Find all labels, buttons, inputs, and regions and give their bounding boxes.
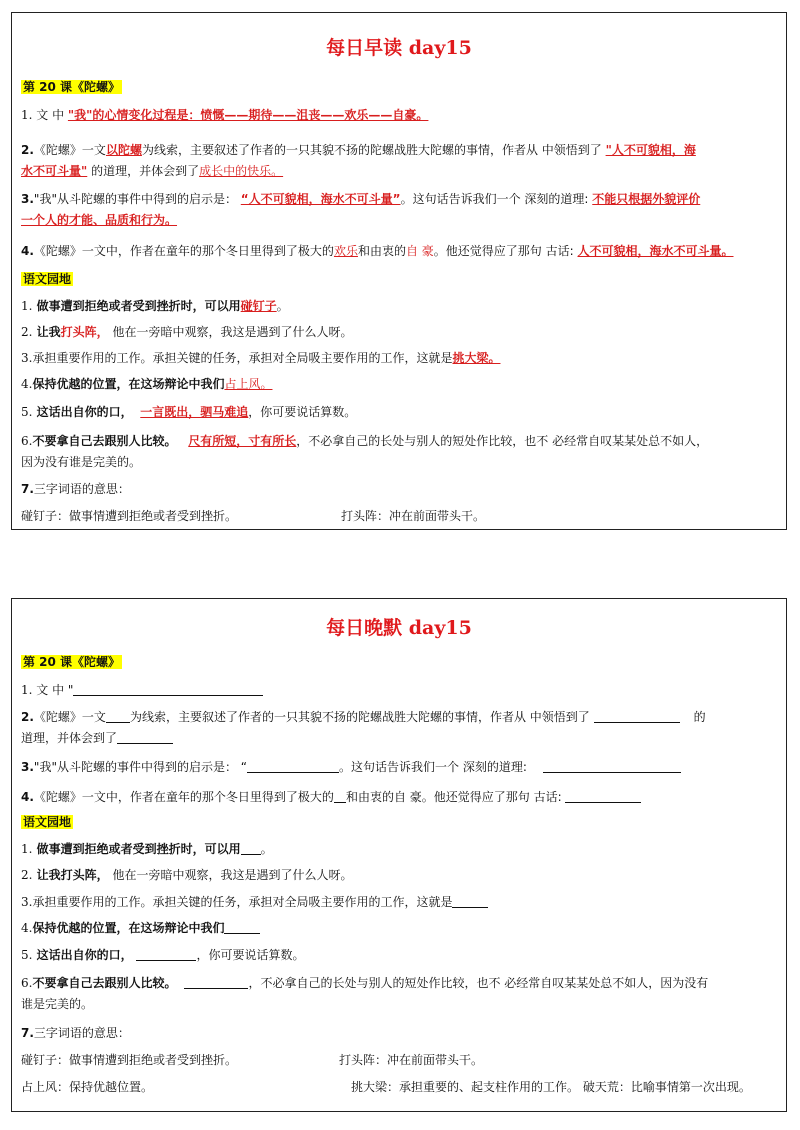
answer-blank[interactable] <box>594 708 680 723</box>
lesson-heading: 第 20 课《陀螺》 <box>23 655 121 669</box>
question-3-cont: 一个人的才能、品质和行为。 <box>21 213 178 227</box>
definition-pengdingzi: 碰钉子：做事情遭到拒绝或者受到挫折。 <box>21 1053 238 1067</box>
definition-datouzhen: 打头阵：冲在前面带头干。 <box>339 1053 484 1067</box>
panel-title: 每日早读 day15 <box>326 37 472 59</box>
section-heading: 语文园地 <box>23 815 72 829</box>
question-3: 3."我"从斗陀螺的事件中得到的启示是： “ 。这句话告诉我们一个 深刻的道理: <box>21 757 777 778</box>
answer-blank[interactable] <box>543 758 681 773</box>
item-3: 3.承担重要作用的工作。承担关键的任务，承担对全局吸主要作用的工作，这就是挑大梁。 <box>21 351 501 365</box>
definitions-row-1 <box>21 1050 777 1071</box>
question-2-cont: 水不可斗量" 的道理，并体会到了成长中的快乐。 <box>21 164 284 178</box>
answer-blank[interactable] <box>334 788 346 803</box>
answer-blank[interactable] <box>117 729 173 744</box>
lesson-heading: 第 20 课《陀螺》 <box>23 80 121 94</box>
question-4: 4.《陀螺》一文中，作者在童年的那个冬日里得到了极大的欢乐和由衷的自 豪。他还觉得应了那句 古话: 人不可貌相，海水不可斗量。 <box>21 244 734 258</box>
item-2: 2. 让我打头阵， 他在一旁暗中观察，我这是遇到了什么人呀。 <box>21 325 353 339</box>
definition-datouzhen: 打头阵：冲在前面带头干。 <box>341 509 486 523</box>
item-5: 5. 这话出自你的口， 一言既出，驷马难追，你可要说话算数。 <box>21 405 357 419</box>
item-5: 5. 这话出自你的口， ，你可要说话算数。 <box>21 948 305 962</box>
item-4: 4.保持优越的位置，在这场辩论中我们占上风。 <box>21 377 273 391</box>
item-6: 6.不要拿自己去跟别人比较。 尺有所短，寸有所长，不必拿自己的长处与别人的短处作比较，也不 必经常自叹某某处总不如人， <box>21 434 709 448</box>
panel-title: 每日晚默 day15 <box>326 617 472 639</box>
answer-blank[interactable] <box>106 708 130 723</box>
question-4: 4.《陀螺》一文中，作者在童年的那个冬日里得到了极大的 和由衷的自 豪。他还觉得应了那句 古话: <box>21 787 777 808</box>
item-6-cont: 谁是完美的。 <box>21 997 94 1011</box>
question-1: 1. 文 中 "我"的心情变化过程是：愤慨——期待——沮丧——欢乐——自豪。 <box>21 108 429 122</box>
answer-blank[interactable] <box>224 919 260 934</box>
item-1: 1. 做事遭到拒绝或者受到挫折时，可以用碰钉子。 <box>21 299 289 313</box>
definitions-row <box>21 506 777 527</box>
question-1: 1. 文 中 " <box>21 680 777 701</box>
definitions-row-2 <box>21 1077 777 1098</box>
item-4: 4.保持优越的位置，在这场辩论中我们 <box>21 918 777 939</box>
definition-zhanshangfeng: 占上风：保持优越位置。 <box>21 1080 154 1094</box>
item-7: 7.三字词语的意思： <box>21 1026 130 1040</box>
answer-blank[interactable] <box>73 681 263 696</box>
item-6: 6.不要拿自己去跟别人比较。 ，不必拿自己的长处与别人的短处作比较，也不 必经常自叹某某处总不如人，因为没有 <box>21 976 709 990</box>
question-2: 2.《陀螺》一文以陀螺为线索，主要叙述了作者的一只其貌不扬的陀螺战胜大陀螺的事情，作者从 中领悟到了 "人不可貌相，海 <box>21 143 696 157</box>
answer-blank[interactable] <box>136 946 196 961</box>
morning-reading-panel <box>11 12 787 530</box>
definition-tiaodaliang: 挑大梁：承担重要的、起支柱作用的工作。 破天荒：比喻事情第一次出现。 <box>351 1080 751 1094</box>
question-2-cont: 道理，并体会到了 <box>21 728 777 749</box>
answer-blank[interactable] <box>184 974 248 989</box>
answer-blank[interactable] <box>452 893 488 908</box>
answer-blank[interactable] <box>247 758 339 773</box>
item-2: 2. 让我打头阵， 他在一旁暗中观察，我这是遇到了什么人呀。 <box>21 868 353 882</box>
item-3: 3.承担重要作用的工作。承担关键的任务，承担对全局吸主要作用的工作，这就是 <box>21 892 777 913</box>
item-7: 7.三字词语的意思： <box>21 482 130 496</box>
question-2: 2.《陀螺》一文 为线索，主要叙述了作者的一只其貌不扬的陀螺战胜大陀螺的事情，作者从 中领悟到了 的 <box>21 710 706 724</box>
question-3: 3."我"从斗陀螺的事件中得到的启示是： “人不可貌相，海水不可斗量”。这句话告诉我们一个 深刻的道理: 不能只根据外貌评价 <box>21 192 701 206</box>
definition-pengdingzi: 碰钉子：做事情遭到拒绝或者受到挫折。 <box>21 509 238 523</box>
evening-dictation-panel <box>11 598 787 1112</box>
item-1: 1. 做事遭到拒绝或者受到挫折时，可以用 。 <box>21 842 273 856</box>
section-heading: 语文园地 <box>23 272 72 286</box>
item-6-cont: 因为没有谁是完美的。 <box>21 455 142 469</box>
answer-blank[interactable] <box>241 840 261 855</box>
answer-blank[interactable] <box>565 788 641 803</box>
